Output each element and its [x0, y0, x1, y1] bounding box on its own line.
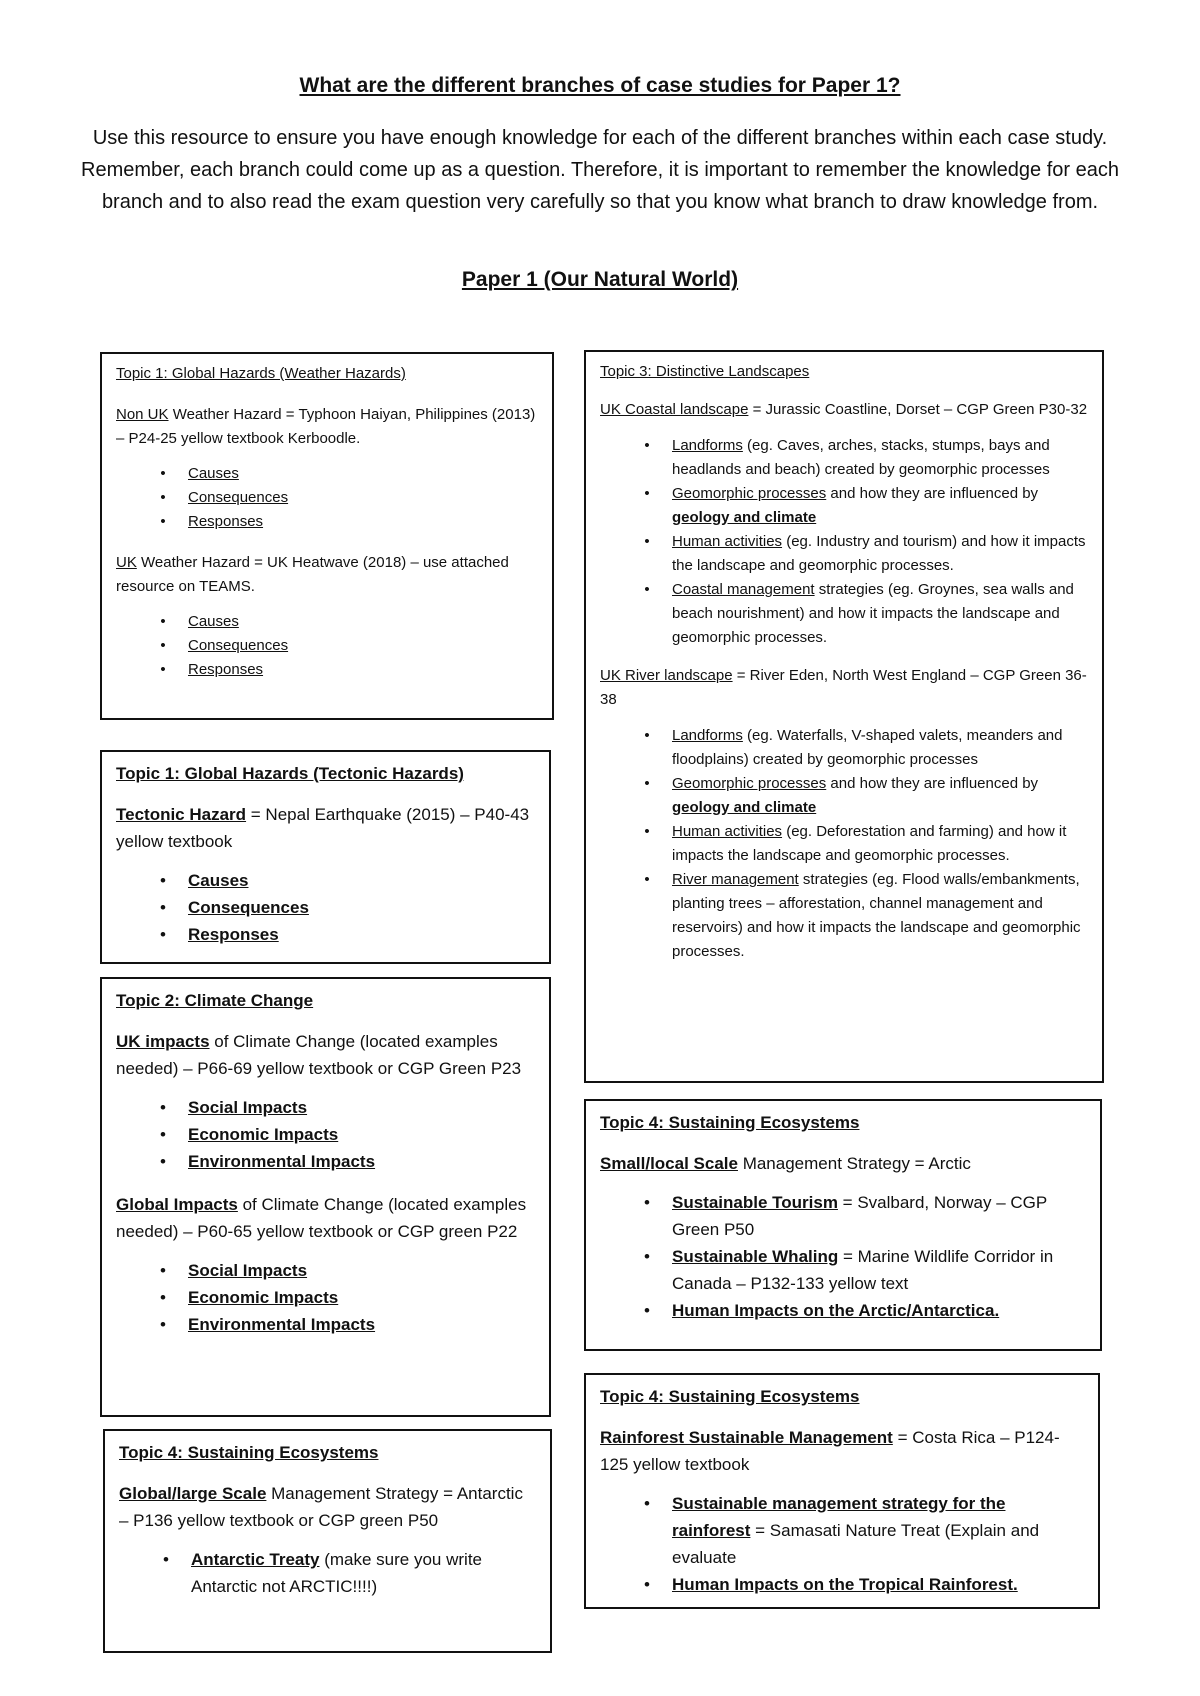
list-item: • Responses — [160, 661, 264, 678]
ecosystems-global-box — [103, 1429, 552, 1653]
list-item: • Geomorphic processes and how they are influenced by geology and climate — [644, 485, 1039, 526]
box-paragraph: UK River landscape = River Eden, North West England – CGP Green 36-38 — [600, 667, 1087, 708]
climate-change-box — [100, 977, 551, 1417]
list-item: • Human activities (eg. Deforestation and farming) and how it impacts the landscape and geomorphic processes. — [644, 823, 1067, 864]
box-paragraph: UK impacts of Climate Change (located examples needed) – P66-69 yellow textbook or CGP Green P23 — [116, 1032, 522, 1078]
list-item: • River management strategies (eg. Flood walls/embankments, planting trees – afforestation, channel management and reservoirs) and how it impacts the landscape and geomorphic processes. — [644, 871, 1081, 960]
box-paragraph: UK Coastal landscape = Jurassic Coastline, Dorset – CGP Green P30-32 — [600, 401, 1088, 418]
landscapes-box — [584, 350, 1104, 1083]
ecosystems-rainforest-box — [584, 1373, 1100, 1609]
list-item: • Causes — [160, 871, 249, 890]
box-title: Topic 1: Global Hazards (Weather Hazards) — [116, 365, 406, 382]
list-item: • Coastal management strategies (eg. Groynes, sea walls and beach nourishment) and how it impacts the landscape and geomorphic processes. — [644, 581, 1074, 646]
list-item: • Responses — [160, 925, 279, 944]
list-item: • Economic Impacts — [160, 1288, 339, 1307]
list-item: • Social Impacts — [160, 1098, 308, 1117]
tectonic-hazards-box — [100, 750, 551, 964]
box-paragraph: Rainforest Sustainable Management = Costa Rica – P124-125 yellow textbook — [600, 1428, 1060, 1474]
list-item: • Sustainable Whaling = Marine Wildlife Corridor in Canada – P132-133 yellow text — [644, 1247, 1054, 1293]
list-item: • Human Impacts on the Tropical Rainforest. — [644, 1575, 1018, 1594]
list-item: • Environmental Impacts — [160, 1152, 376, 1171]
weather-hazards-box — [100, 352, 554, 720]
box-paragraph: Global/large Scale Management Strategy = Antarctic – P136 yellow textbook or CGP green P50 — [119, 1484, 523, 1530]
list-item: • Human activities (eg. Industry and tourism) and how it impacts the landscape and geomorphic processes. — [644, 533, 1086, 574]
box-paragraph: Tectonic Hazard = Nepal Earthquake (2015) – P40-43 yellow textbook — [116, 805, 530, 851]
list-item: • Consequences — [160, 637, 289, 654]
list-item: • Economic Impacts — [160, 1125, 339, 1144]
list-item: • Landforms (eg. Waterfalls, V-shaped valets, meanders and floodplains) created by geomorphic processes — [644, 727, 1063, 768]
box-title: Topic 1: Global Hazards (Tectonic Hazards) — [116, 764, 464, 783]
box-paragraph: Small/local Scale Management Strategy = Arctic — [600, 1154, 971, 1173]
box-paragraph: Non UK Weather Hazard = Typhoon Haiyan, Philippines (2013) – P24-25 yellow textbook Kerboodle. — [116, 406, 536, 447]
box-paragraph: Global Impacts of Climate Change (located examples needed) – P60-65 yellow textbook or CGP green P22 — [116, 1195, 527, 1241]
bullet-list — [644, 1189, 1086, 1324]
bullet-list — [163, 1546, 536, 1600]
bullet-list — [160, 867, 535, 948]
list-item: • Antarctic Treaty (make sure you write Antarctic not ARCTIC!!!!) — [163, 1550, 482, 1596]
box-title: Topic 4: Sustaining Ecosystems — [119, 1443, 379, 1462]
list-item: • Landforms (eg. Caves, arches, stacks, stumps, bays and headlands and beach) created by geomorphic processes — [644, 437, 1050, 478]
list-item: • Causes — [160, 465, 239, 482]
bullet-list — [160, 610, 538, 682]
bullet-list — [160, 1257, 535, 1338]
list-item: • Human Impacts on the Arctic/Antarctica. — [644, 1301, 1000, 1320]
box-paragraph: UK Weather Hazard = UK Heatwave (2018) – use attached resource on TEAMS. — [116, 554, 509, 595]
box-title: Topic 2: Climate Change — [116, 991, 314, 1010]
list-item: • Sustainable management strategy for the rainforest = Samasati Nature Treat (Explain and evaluate — [644, 1494, 1040, 1567]
list-item: • Sustainable Tourism = Svalbard, Norway – CGP Green P50 — [644, 1193, 1047, 1239]
bullet-list — [644, 434, 1088, 650]
list-item: • Consequences — [160, 898, 309, 917]
section-subtitle: Paper 1 (Our Natural World) — [461, 268, 739, 291]
bullet-list — [644, 1490, 1084, 1598]
list-item: • Consequences — [160, 489, 289, 506]
page-title: What are the different branches of case studies for Paper 1? — [299, 74, 901, 97]
list-item: • Geomorphic processes and how they are influenced by geology and climate — [644, 775, 1039, 816]
intro-paragraph: Use this resource to ensure you have enough knowledge for each of the different branches within each case study. Remember, each branch could come up as a question. Therefore, it is important to remember the knowledge for each branch and to also read the exam question very carefully so that you know what branch to draw knowledge from. — [81, 127, 1119, 213]
box-title: Topic 3: Distinctive Landscapes — [600, 363, 810, 380]
bullet-list — [160, 462, 538, 534]
bullet-list — [160, 1094, 535, 1175]
list-item: • Environmental Impacts — [160, 1315, 376, 1334]
list-item: • Social Impacts — [160, 1261, 308, 1280]
bullet-list — [644, 724, 1088, 964]
ecosystems-local-box — [584, 1099, 1102, 1351]
box-title: Topic 4: Sustaining Ecosystems — [600, 1113, 860, 1132]
list-item: • Responses — [160, 513, 264, 530]
box-title: Topic 4: Sustaining Ecosystems — [600, 1387, 860, 1406]
list-item: • Causes — [160, 613, 239, 630]
